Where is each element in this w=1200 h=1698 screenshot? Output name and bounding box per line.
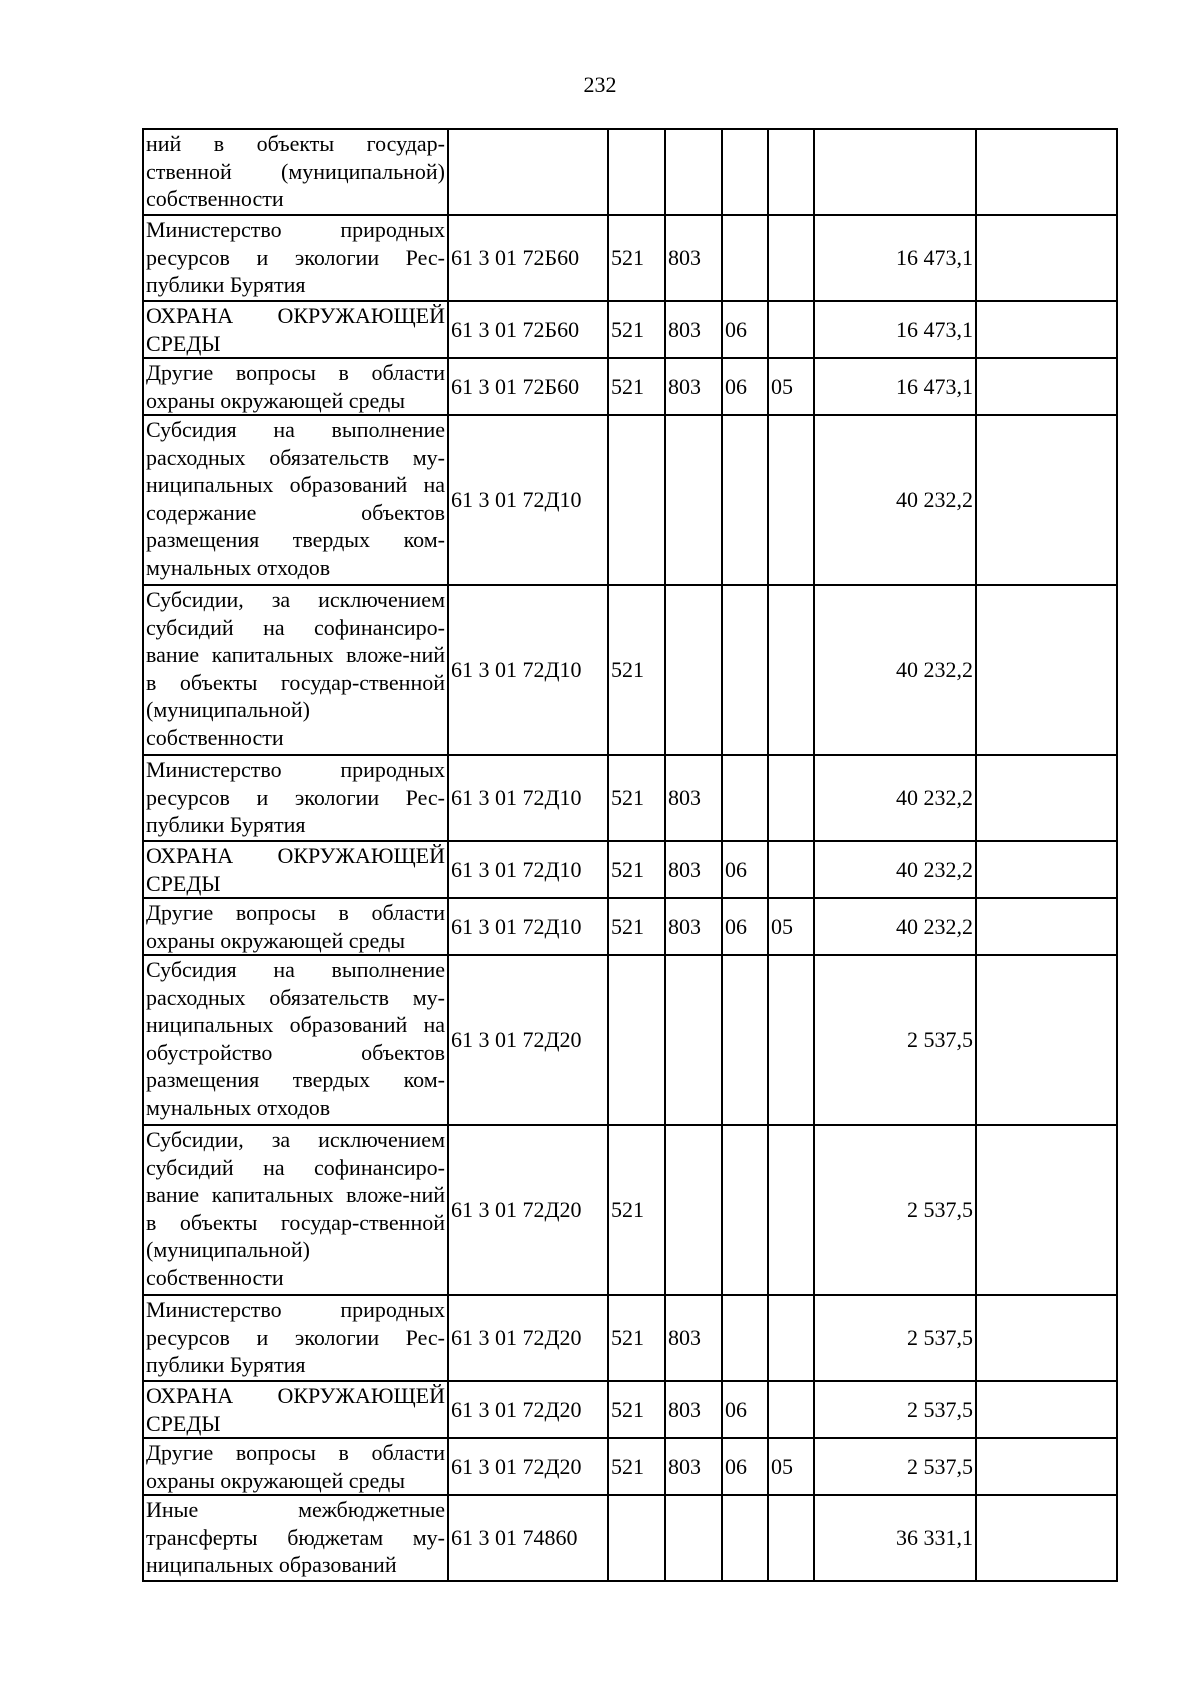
table-row — [143, 1381, 1117, 1438]
section-cell — [722, 129, 768, 215]
expense-type-cell: 521 — [608, 301, 665, 358]
extra-cell — [976, 358, 1117, 415]
subsection-cell — [768, 955, 814, 1125]
expense-type-cell: 521 — [608, 1125, 665, 1295]
target-code-cell: 61 3 01 72Д20 — [448, 1438, 608, 1495]
section-cell — [722, 1495, 768, 1581]
extra-cell — [976, 301, 1117, 358]
ministry-code-cell: 803 — [665, 1438, 722, 1495]
subsection-cell — [768, 841, 814, 898]
expense-name-cell: ний в объекты государ-ственной (муниципальной) собственности — [143, 129, 448, 215]
amount-cell: 40 232,2 — [814, 415, 976, 585]
table-row — [143, 1495, 1117, 1581]
expense-type-cell: 521 — [608, 585, 665, 755]
section-cell — [722, 215, 768, 301]
expense-name-cell: ОХРАНА ОКРУЖАЮЩЕЙ СРЕДЫ — [143, 1381, 448, 1438]
section-cell — [722, 1125, 768, 1295]
section-cell: 06 — [722, 841, 768, 898]
expense-name-cell: Министерство природных ресурсов и экологии Рес-публики Бурятия — [143, 755, 448, 841]
expense-type-cell: 521 — [608, 841, 665, 898]
extra-cell — [976, 755, 1117, 841]
table-row — [143, 415, 1117, 585]
amount-cell: 2 537,5 — [814, 1438, 976, 1495]
ministry-code-cell — [665, 1495, 722, 1581]
amount-cell: 2 537,5 — [814, 1125, 976, 1295]
subsection-cell — [768, 215, 814, 301]
ministry-code-cell: 803 — [665, 1381, 722, 1438]
expense-type-cell — [608, 415, 665, 585]
expense-name-cell: Министерство природных ресурсов и экологии Рес-публики Бурятия — [143, 215, 448, 301]
amount-cell: 2 537,5 — [814, 955, 976, 1125]
table-row — [143, 1295, 1117, 1381]
ministry-code-cell: 803 — [665, 215, 722, 301]
expense-name-cell: Другие вопросы в области охраны окружающей среды — [143, 358, 448, 415]
table-body — [143, 129, 1117, 1581]
target-code-cell: 61 3 01 72Д10 — [448, 415, 608, 585]
extra-cell — [976, 1438, 1117, 1495]
expense-name-cell: ОХРАНА ОКРУЖАЮЩЕЙ СРЕДЫ — [143, 301, 448, 358]
expense-name-cell: Иные межбюджетные трансферты бюджетам му-ниципальных образований — [143, 1495, 448, 1581]
section-cell: 06 — [722, 1381, 768, 1438]
expense-type-cell: 521 — [608, 1438, 665, 1495]
table-row — [143, 301, 1117, 358]
subsection-cell: 05 — [768, 1438, 814, 1495]
amount-cell: 16 473,1 — [814, 215, 976, 301]
target-code-cell: 61 3 01 72Д20 — [448, 1381, 608, 1438]
section-cell: 06 — [722, 301, 768, 358]
extra-cell — [976, 1295, 1117, 1381]
target-code-cell: 61 3 01 74860 — [448, 1495, 608, 1581]
subsection-cell — [768, 129, 814, 215]
expense-type-cell: 521 — [608, 1381, 665, 1438]
target-code-cell: 61 3 01 72Д20 — [448, 1125, 608, 1295]
target-code-cell: 61 3 01 72Б60 — [448, 301, 608, 358]
extra-cell — [976, 415, 1117, 585]
target-code-cell: 61 3 01 72Д10 — [448, 755, 608, 841]
subsection-cell — [768, 1381, 814, 1438]
table-row — [143, 955, 1117, 1125]
extra-cell — [976, 841, 1117, 898]
extra-cell — [976, 1381, 1117, 1438]
ministry-code-cell — [665, 955, 722, 1125]
table-row — [143, 755, 1117, 841]
target-code-cell: 61 3 01 72Б60 — [448, 215, 608, 301]
target-code-cell: 61 3 01 72Д10 — [448, 898, 608, 955]
table-row — [143, 1125, 1117, 1295]
section-cell — [722, 955, 768, 1125]
target-code-cell: 61 3 01 72Б60 — [448, 358, 608, 415]
amount-cell: 2 537,5 — [814, 1381, 976, 1438]
section-cell: 06 — [722, 358, 768, 415]
expense-name-cell: Другие вопросы в области охраны окружающей среды — [143, 898, 448, 955]
subsection-cell: 05 — [768, 358, 814, 415]
expense-name-cell: Субсидия на выполнение расходных обязательств му-ниципальных образований на содержание объектов размещения твердых ком-мунальных отходов — [143, 415, 448, 585]
page-number: 232 — [583, 72, 617, 97]
extra-cell — [976, 585, 1117, 755]
subsection-cell — [768, 1495, 814, 1581]
table-row — [143, 358, 1117, 415]
target-code-cell: 61 3 01 72Д10 — [448, 841, 608, 898]
section-cell: 06 — [722, 898, 768, 955]
expense-type-cell: 521 — [608, 898, 665, 955]
amount-cell: 40 232,2 — [814, 841, 976, 898]
subsection-cell — [768, 301, 814, 358]
ministry-code-cell: 803 — [665, 755, 722, 841]
amount-cell: 16 473,1 — [814, 358, 976, 415]
expense-type-cell — [608, 1495, 665, 1581]
extra-cell — [976, 1495, 1117, 1581]
expense-type-cell — [608, 129, 665, 215]
target-code-cell — [448, 129, 608, 215]
table-row — [143, 129, 1117, 215]
extra-cell — [976, 898, 1117, 955]
expense-name-cell: Субсидия на выполнение расходных обязательств му-ниципальных образований на обустройство объектов размещения твердых ком-мунальных отходов — [143, 955, 448, 1125]
expense-name-cell: Министерство природных ресурсов и экологии Рес-публики Бурятия — [143, 1295, 448, 1381]
section-cell — [722, 755, 768, 841]
table-row — [143, 898, 1117, 955]
table-row — [143, 841, 1117, 898]
extra-cell — [976, 955, 1117, 1125]
target-code-cell: 61 3 01 72Д10 — [448, 585, 608, 755]
expense-name-cell: Другие вопросы в области охраны окружающей среды — [143, 1438, 448, 1495]
amount-cell — [814, 129, 976, 215]
expense-name-cell: Субсидии, за исключением субсидий на софинансиро-вание капитальных вложе-ний в объекты государ-ственной (муниципальной) собственности — [143, 585, 448, 755]
subsection-cell — [768, 1125, 814, 1295]
section-cell — [722, 415, 768, 585]
subsection-cell — [768, 1295, 814, 1381]
extra-cell — [976, 129, 1117, 215]
amount-cell: 40 232,2 — [814, 755, 976, 841]
ministry-code-cell: 803 — [665, 301, 722, 358]
amount-cell: 36 331,1 — [814, 1495, 976, 1581]
expense-type-cell: 521 — [608, 358, 665, 415]
section-cell: 06 — [722, 1438, 768, 1495]
ministry-code-cell — [665, 415, 722, 585]
amount-cell: 40 232,2 — [814, 585, 976, 755]
ministry-code-cell — [665, 1125, 722, 1295]
table-row — [143, 585, 1117, 755]
ministry-code-cell — [665, 129, 722, 215]
ministry-code-cell: 803 — [665, 1295, 722, 1381]
amount-cell: 16 473,1 — [814, 301, 976, 358]
subsection-cell — [768, 415, 814, 585]
ministry-code-cell: 803 — [665, 898, 722, 955]
ministry-code-cell: 803 — [665, 841, 722, 898]
subsection-cell: 05 — [768, 898, 814, 955]
extra-cell — [976, 215, 1117, 301]
amount-cell: 40 232,2 — [814, 898, 976, 955]
extra-cell — [976, 1125, 1117, 1295]
expense-name-cell: Субсидии, за исключением субсидий на софинансиро-вание капитальных вложе-ний в объекты государ-ственной (муниципальной) собственности — [143, 1125, 448, 1295]
ministry-code-cell — [665, 585, 722, 755]
ministry-code-cell: 803 — [665, 358, 722, 415]
section-cell — [722, 1295, 768, 1381]
budget-table — [142, 128, 1118, 1582]
expense-type-cell: 521 — [608, 755, 665, 841]
table-row — [143, 215, 1117, 301]
table-row — [143, 1438, 1117, 1495]
expense-type-cell: 521 — [608, 1295, 665, 1381]
target-code-cell: 61 3 01 72Д20 — [448, 955, 608, 1125]
expense-name-cell: ОХРАНА ОКРУЖАЮЩЕЙ СРЕДЫ — [143, 841, 448, 898]
section-cell — [722, 585, 768, 755]
expense-type-cell — [608, 955, 665, 1125]
amount-cell: 2 537,5 — [814, 1295, 976, 1381]
target-code-cell: 61 3 01 72Д20 — [448, 1295, 608, 1381]
expense-type-cell: 521 — [608, 215, 665, 301]
subsection-cell — [768, 585, 814, 755]
subsection-cell — [768, 755, 814, 841]
